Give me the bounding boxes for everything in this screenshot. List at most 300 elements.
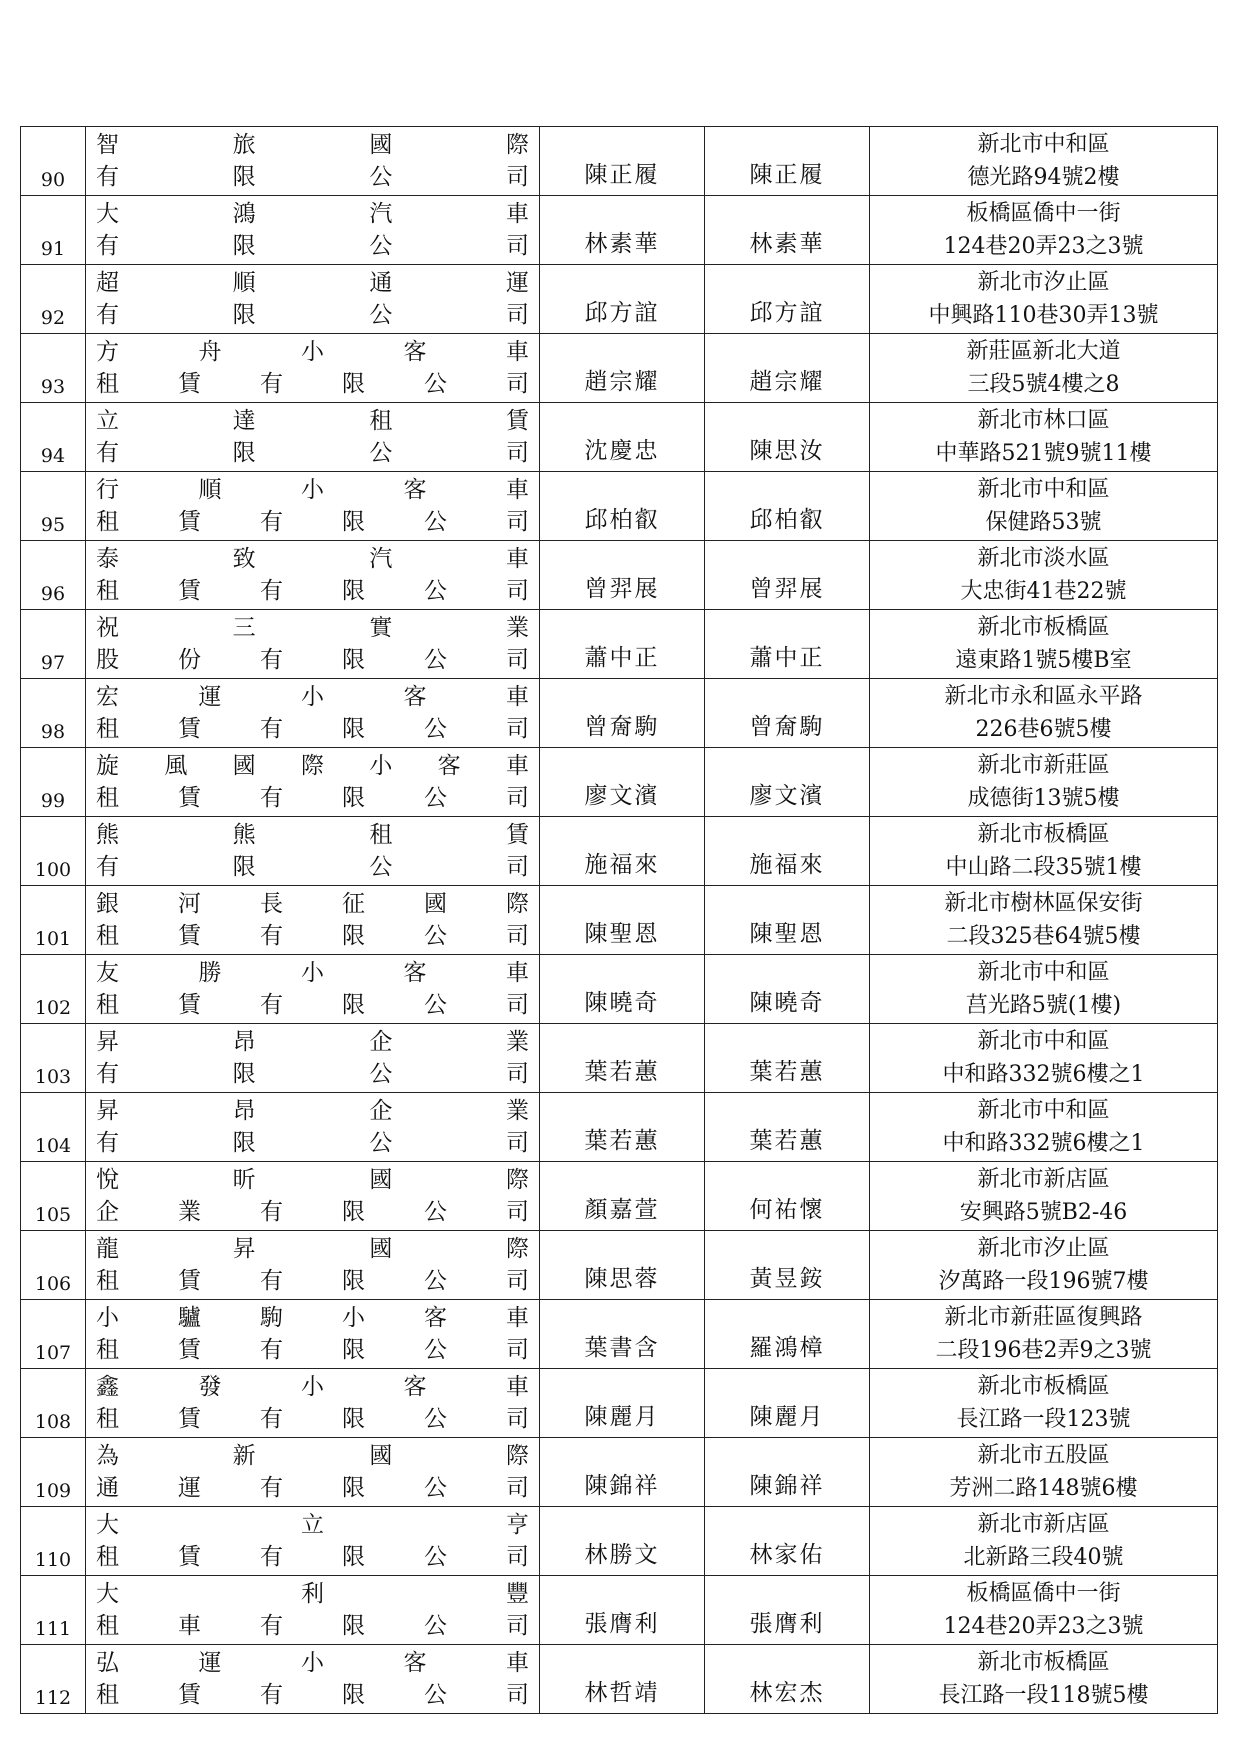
representative-name: 林勝文 (540, 1507, 705, 1576)
company-name-char: 順 (198, 477, 222, 503)
table-row (21, 955, 1218, 1024)
table-row (21, 1231, 1218, 1300)
company-name-char: 龍 (96, 1236, 119, 1262)
company-name-char: 有 (96, 1130, 119, 1156)
address-line-2: 中和路332號6樓之1 (942, 1062, 1145, 1087)
company-name-char: 業 (505, 615, 529, 641)
company-name-cell (86, 1231, 540, 1300)
company-name-char: 國 (232, 753, 256, 779)
table-row (21, 127, 1218, 196)
company-name-cell (86, 955, 540, 1024)
manager-name: 林宏杰 (705, 1645, 870, 1714)
company-name-char: 小 (342, 1305, 365, 1331)
company-name-char: 租 (96, 578, 119, 604)
address-cell (870, 817, 1218, 886)
manager-name: 施福來 (705, 817, 870, 886)
company-name-char: 客 (424, 1305, 447, 1331)
company-name-char: 運 (178, 1475, 201, 1501)
table-row (21, 1024, 1218, 1093)
row-number: 99 (21, 748, 86, 817)
address-cell (870, 1024, 1218, 1093)
company-name-char: 客 (403, 339, 427, 365)
address-cell (870, 610, 1218, 679)
address-cell (870, 541, 1218, 610)
company-name-char: 有 (96, 233, 119, 259)
company-name-char: 利 (301, 1581, 324, 1607)
company-name-char: 車 (506, 477, 529, 503)
company-name-char: 司 (505, 302, 529, 328)
address-line-2: 北新路三段40號 (963, 1545, 1124, 1570)
company-name-char: 司 (506, 1613, 529, 1639)
company-name-line-2 (96, 1403, 529, 1435)
company-name-cell (86, 1507, 540, 1576)
address-cell (870, 1507, 1218, 1576)
manager-name: 林素華 (705, 196, 870, 265)
address-line-1: 新北市中和區 (977, 477, 1110, 502)
company-name-char: 公 (424, 923, 447, 949)
company-name-char: 有 (260, 1544, 283, 1570)
representative-name: 林哲靖 (540, 1645, 705, 1714)
address-line-1: 新北市樹林區保安街 (944, 891, 1143, 916)
company-name-cell (86, 1369, 540, 1438)
company-name-char: 客 (403, 960, 427, 986)
company-name-line-2 (96, 230, 529, 262)
company-name-char: 泰 (96, 546, 119, 572)
address-cell (870, 403, 1218, 472)
company-name-char: 公 (424, 1337, 447, 1363)
representative-name: 陳聖恩 (540, 886, 705, 955)
company-name-char: 司 (506, 1199, 529, 1225)
company-name-char: 祝 (96, 615, 119, 641)
address-line-1: 新北市中和區 (977, 960, 1110, 985)
company-name-char: 有 (96, 302, 119, 328)
company-name-char: 司 (506, 1337, 529, 1363)
company-name-char: 有 (96, 164, 119, 190)
company-name-line-1 (96, 750, 529, 782)
representative-name: 邱柏叡 (540, 472, 705, 541)
company-name-char: 司 (506, 509, 529, 535)
row-number: 95 (21, 472, 86, 541)
address-line-2: 長江路一段123號 (956, 1407, 1131, 1432)
company-name-char: 昕 (232, 1167, 256, 1193)
representative-name: 施福來 (540, 817, 705, 886)
company-name-line-2 (96, 1127, 529, 1159)
company-name-char: 小 (301, 1650, 324, 1676)
company-name-char: 有 (260, 785, 283, 811)
table-row (21, 610, 1218, 679)
company-name-char: 賃 (178, 716, 201, 742)
address-line-1: 新北市新店區 (977, 1167, 1110, 1192)
manager-name: 曾羿展 (705, 541, 870, 610)
address-line-2: 中華路521號9號11樓 (935, 441, 1152, 466)
company-name-char: 賃 (178, 1544, 201, 1570)
representative-name: 陳錦祥 (540, 1438, 705, 1507)
company-name-char: 昇 (96, 1029, 119, 1055)
company-name-char: 司 (505, 440, 529, 466)
company-name-char: 租 (369, 822, 393, 848)
address-line-1: 新北市新店區 (977, 1512, 1110, 1537)
company-name-cell (86, 1162, 540, 1231)
company-name-char: 限 (342, 1337, 365, 1363)
address-line-2: 二段196巷2弄9之3號 (935, 1338, 1152, 1363)
company-name-char: 司 (506, 647, 529, 673)
company-name-char: 業 (505, 1029, 529, 1055)
company-name-char: 汽 (369, 201, 393, 227)
company-name-char: 昇 (96, 1098, 119, 1124)
company-name-char: 賃 (178, 1682, 201, 1708)
company-name-cell (86, 541, 540, 610)
address-line-2: 安興路5號B2-46 (959, 1200, 1128, 1225)
company-name-char: 司 (506, 578, 529, 604)
company-name-line-1 (96, 1095, 529, 1127)
company-name-char: 司 (506, 716, 529, 742)
company-roster-table (20, 126, 1218, 1714)
address-line-2: 遠東路1號5樓B室 (955, 648, 1132, 673)
company-name-char: 司 (505, 1130, 529, 1156)
company-name-line-1 (96, 129, 529, 161)
company-name-char: 限 (232, 233, 256, 259)
row-number: 96 (21, 541, 86, 610)
company-name-char: 租 (96, 1544, 119, 1570)
address-line-1: 新北市板橋區 (977, 1374, 1110, 1399)
company-name-line-1 (96, 1371, 529, 1403)
company-name-char: 鑫 (96, 1374, 119, 1400)
company-name-char: 新 (232, 1443, 256, 1469)
company-name-char: 司 (506, 923, 529, 949)
company-name-char: 企 (96, 1199, 119, 1225)
row-number: 109 (21, 1438, 86, 1507)
company-name-char: 司 (506, 1544, 529, 1570)
manager-name: 陳曉奇 (705, 955, 870, 1024)
manager-name: 曾奝駒 (705, 679, 870, 748)
table-row (21, 1162, 1218, 1231)
company-name-char: 運 (505, 270, 529, 296)
company-name-char: 方 (96, 339, 119, 365)
company-name-line-2 (96, 851, 529, 883)
company-name-char: 智 (96, 132, 119, 158)
company-name-char: 昇 (232, 1236, 256, 1262)
company-name-char: 立 (96, 408, 119, 434)
representative-name: 張膺利 (540, 1576, 705, 1645)
manager-name: 陳錦祥 (705, 1438, 870, 1507)
table-row (21, 748, 1218, 817)
company-name-line-2 (96, 920, 529, 952)
company-name-char: 立 (301, 1512, 324, 1538)
company-name-char: 通 (96, 1475, 119, 1501)
company-name-line-2 (96, 782, 529, 814)
company-name-char: 限 (342, 923, 365, 949)
company-name-line-1 (96, 1440, 529, 1472)
company-name-char: 車 (505, 546, 529, 572)
table-row (21, 1507, 1218, 1576)
row-number: 92 (21, 265, 86, 334)
company-name-char: 達 (232, 408, 256, 434)
address-line-2: 德光路94號2樓 (967, 165, 1120, 190)
company-name-line-2 (96, 1472, 529, 1504)
roster-body (21, 127, 1218, 1714)
company-name-char: 租 (96, 371, 119, 397)
company-name-char: 小 (301, 960, 324, 986)
company-name-char: 國 (369, 1236, 393, 1262)
company-name-char: 租 (96, 509, 119, 535)
company-name-char: 賃 (178, 509, 201, 535)
row-number: 111 (21, 1576, 86, 1645)
table-row (21, 1438, 1218, 1507)
company-name-line-1 (96, 543, 529, 575)
address-cell (870, 127, 1218, 196)
company-name-char: 企 (369, 1029, 393, 1055)
company-name-char: 限 (342, 1475, 365, 1501)
representative-name: 邱方誼 (540, 265, 705, 334)
company-name-char: 限 (232, 440, 256, 466)
address-line-1: 新莊區新北大道 (966, 339, 1121, 364)
company-name-line-2 (96, 1541, 529, 1573)
representative-name: 廖文濱 (540, 748, 705, 817)
table-row (21, 679, 1218, 748)
address-line-2: 中和路332號6樓之1 (942, 1131, 1145, 1156)
company-name-line-2 (96, 1334, 529, 1366)
company-name-char: 車 (506, 1305, 529, 1331)
representative-name: 葉若蕙 (540, 1024, 705, 1093)
company-name-char: 為 (96, 1443, 119, 1469)
company-name-cell (86, 265, 540, 334)
company-name-char: 租 (369, 408, 393, 434)
company-name-char: 熊 (232, 822, 256, 848)
company-name-char: 運 (198, 1650, 222, 1676)
company-name-char: 租 (96, 785, 119, 811)
company-name-line-1 (96, 267, 529, 299)
representative-name: 蕭中正 (540, 610, 705, 679)
company-name-char: 限 (342, 371, 365, 397)
company-name-char: 租 (96, 716, 119, 742)
address-line-1: 新北市汐止區 (977, 270, 1110, 295)
company-name-char: 車 (506, 1374, 529, 1400)
company-name-char: 賃 (178, 1406, 201, 1432)
representative-name: 曾羿展 (540, 541, 705, 610)
company-name-line-2 (96, 1679, 529, 1711)
company-name-char: 股 (96, 647, 119, 673)
company-name-char: 限 (342, 992, 365, 1018)
representative-name: 曾奝駒 (540, 679, 705, 748)
company-name-char: 順 (232, 270, 256, 296)
row-number: 101 (21, 886, 86, 955)
company-name-char: 限 (342, 785, 365, 811)
company-name-char: 公 (424, 992, 447, 1018)
company-name-char: 公 (424, 1199, 447, 1225)
company-name-line-1 (96, 1647, 529, 1679)
company-name-char: 小 (369, 753, 393, 779)
company-name-line-2 (96, 1058, 529, 1090)
row-number: 107 (21, 1300, 86, 1369)
address-cell (870, 1300, 1218, 1369)
table-row (21, 1576, 1218, 1645)
company-name-char: 小 (301, 477, 324, 503)
company-name-line-1 (96, 336, 529, 368)
company-name-line-1 (96, 888, 529, 920)
company-name-char: 司 (506, 1682, 529, 1708)
address-line-1: 新北市板橋區 (977, 615, 1110, 640)
company-name-char: 公 (424, 1268, 447, 1294)
company-name-char: 有 (260, 578, 283, 604)
company-name-cell (86, 1300, 540, 1369)
company-name-char: 公 (424, 1682, 447, 1708)
company-name-line-1 (96, 1233, 529, 1265)
company-name-char: 大 (96, 1581, 119, 1607)
company-name-char: 公 (369, 233, 393, 259)
company-name-char: 客 (403, 684, 427, 710)
company-name-char: 有 (260, 992, 283, 1018)
company-name-char: 限 (342, 1268, 365, 1294)
manager-name: 蕭中正 (705, 610, 870, 679)
company-name-char: 有 (260, 371, 283, 397)
company-name-char: 賃 (178, 1337, 201, 1363)
row-number: 104 (21, 1093, 86, 1162)
company-name-char: 賃 (505, 408, 529, 434)
row-number: 93 (21, 334, 86, 403)
company-name-char: 限 (342, 1682, 365, 1708)
company-name-char: 汽 (369, 546, 393, 572)
company-name-line-1 (96, 681, 529, 713)
company-name-char: 有 (260, 1268, 283, 1294)
company-name-char: 客 (403, 1650, 427, 1676)
company-name-char: 司 (506, 785, 529, 811)
company-name-char: 車 (505, 201, 529, 227)
manager-name: 林家佑 (705, 1507, 870, 1576)
company-name-char: 賃 (178, 371, 201, 397)
company-name-char: 國 (369, 132, 393, 158)
company-name-char: 小 (301, 684, 324, 710)
company-name-char: 三 (232, 615, 256, 641)
manager-name: 何祐懷 (705, 1162, 870, 1231)
company-name-char: 公 (424, 1475, 447, 1501)
company-name-cell (86, 403, 540, 472)
company-name-char: 致 (232, 546, 256, 572)
row-number: 103 (21, 1024, 86, 1093)
manager-name: 陳麗月 (705, 1369, 870, 1438)
company-name-char: 公 (424, 371, 447, 397)
company-name-line-1 (96, 1302, 529, 1334)
company-name-char: 河 (178, 891, 201, 917)
company-name-char: 限 (232, 1061, 256, 1087)
manager-name: 陳正履 (705, 127, 870, 196)
address-line-1: 新北市淡水區 (977, 546, 1110, 571)
company-name-char: 限 (342, 578, 365, 604)
company-name-cell (86, 610, 540, 679)
company-name-char: 勝 (198, 960, 222, 986)
company-name-char: 司 (505, 854, 529, 880)
company-name-char: 有 (96, 1061, 119, 1087)
company-name-char: 車 (178, 1613, 201, 1639)
table-row (21, 403, 1218, 472)
company-name-char: 公 (424, 785, 447, 811)
company-name-char: 際 (505, 1236, 529, 1262)
company-name-line-1 (96, 1164, 529, 1196)
address-cell (870, 334, 1218, 403)
address-line-1: 新北市新莊區 (977, 753, 1110, 778)
company-name-char: 弘 (96, 1650, 119, 1676)
address-cell (870, 1369, 1218, 1438)
company-name-line-1 (96, 198, 529, 230)
company-name-char: 國 (369, 1167, 393, 1193)
company-name-char: 發 (198, 1374, 222, 1400)
manager-name: 廖文濱 (705, 748, 870, 817)
company-name-char: 限 (342, 647, 365, 673)
company-name-line-2 (96, 161, 529, 193)
company-name-char: 限 (232, 854, 256, 880)
address-cell (870, 472, 1218, 541)
company-name-char: 國 (424, 891, 447, 917)
manager-name: 邱方誼 (705, 265, 870, 334)
company-name-char: 業 (178, 1199, 201, 1225)
company-name-char: 友 (96, 960, 119, 986)
address-line-2: 長江路一段118號5樓 (938, 1683, 1149, 1708)
company-name-line-1 (96, 612, 529, 644)
address-line-2: 汐萬路一段196號7樓 (938, 1269, 1149, 1294)
company-name-line-2 (96, 1265, 529, 1297)
company-name-char: 運 (198, 684, 222, 710)
company-name-char: 租 (96, 992, 119, 1018)
address-line-2: 保健路53號 (985, 510, 1102, 535)
company-name-char: 銀 (96, 891, 119, 917)
company-name-char: 旅 (232, 132, 256, 158)
company-name-line-1 (96, 957, 529, 989)
representative-name: 趙宗耀 (540, 334, 705, 403)
representative-name: 顏嘉萱 (540, 1162, 705, 1231)
table-row (21, 886, 1218, 955)
row-number: 106 (21, 1231, 86, 1300)
company-name-char: 有 (96, 854, 119, 880)
company-name-char: 豐 (506, 1581, 529, 1607)
company-name-char: 通 (369, 270, 393, 296)
company-name-char: 賃 (178, 578, 201, 604)
address-cell (870, 1438, 1218, 1507)
company-name-char: 司 (506, 371, 529, 397)
row-number: 105 (21, 1162, 86, 1231)
company-name-line-2 (96, 575, 529, 607)
company-name-cell (86, 1438, 540, 1507)
company-name-char: 驢 (178, 1305, 201, 1331)
manager-name: 陳聖恩 (705, 886, 870, 955)
address-line-1: 新北市板橋區 (977, 822, 1110, 847)
manager-name: 羅鴻樟 (705, 1300, 870, 1369)
company-name-char: 公 (369, 1061, 393, 1087)
representative-name: 陳思蓉 (540, 1231, 705, 1300)
company-name-char: 實 (369, 615, 393, 641)
company-name-char: 有 (260, 716, 283, 742)
company-name-line-1 (96, 405, 529, 437)
company-name-cell (86, 748, 540, 817)
company-name-char: 有 (260, 647, 283, 673)
address-line-2: 成德街13號5樓 (967, 786, 1120, 811)
company-name-line-2 (96, 437, 529, 469)
manager-name: 邱柏叡 (705, 472, 870, 541)
company-name-char: 長 (260, 891, 283, 917)
company-name-char: 限 (342, 1613, 365, 1639)
company-name-char: 際 (506, 891, 529, 917)
company-name-cell (86, 1024, 540, 1093)
company-name-char: 有 (260, 1337, 283, 1363)
company-roster-sheet (20, 126, 1218, 1714)
manager-name: 黃昱銨 (705, 1231, 870, 1300)
table-row (21, 1369, 1218, 1438)
company-name-char: 限 (342, 509, 365, 535)
company-name-char: 司 (506, 1475, 529, 1501)
company-name-char: 公 (424, 1613, 447, 1639)
address-line-1: 新北市中和區 (977, 1098, 1110, 1123)
company-name-char: 司 (506, 1268, 529, 1294)
table-row (21, 541, 1218, 610)
company-name-char: 客 (403, 1374, 427, 1400)
